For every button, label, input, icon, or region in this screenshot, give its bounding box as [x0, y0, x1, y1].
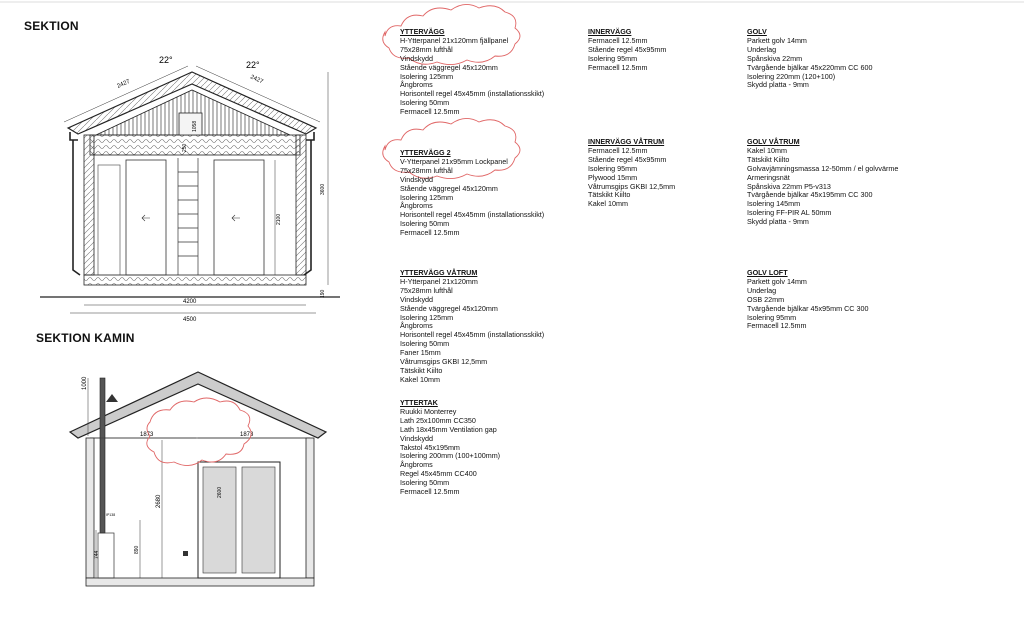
spec-line: Tvärgående bjälkar 45x220mm CC 600 — [747, 62, 873, 72]
spec-line: Stående regel 45x95mm — [588, 44, 667, 54]
spec-line: Tätskikt Kiilto — [400, 365, 443, 375]
door-leaf-right — [242, 467, 275, 573]
spec-golv — [747, 28, 872, 90]
spec-line: Isolering 95mm — [588, 53, 638, 63]
width-outer-label: 4500 — [183, 317, 197, 323]
spec-line: Isolering 125mm — [400, 312, 454, 322]
dim-744-label: 744 — [94, 550, 100, 559]
arrow-icon — [142, 215, 150, 221]
spec-heading: INNERVÄGG — [588, 27, 632, 36]
spec-golv-loft — [747, 269, 868, 331]
spec-golv-vatrum — [747, 138, 898, 227]
spec-line: Kakel 10mm — [588, 199, 628, 209]
spec-line: Ångbroms — [400, 460, 433, 470]
left-wall — [84, 135, 94, 275]
spec-line: Stående väggregel 45x120mm — [400, 303, 498, 313]
roof-outline — [70, 372, 326, 438]
spec-line: Horisontell regel 45x45mm (installationsskikt) — [400, 210, 545, 220]
spec-heading: GOLV VÅTRUM — [747, 137, 800, 146]
spec-innervagg-vatrum — [588, 138, 675, 209]
spec-line: Fermacell 12.5mm — [747, 321, 807, 331]
spec-line: H-Ytterpanel 21x120mm fjällpanel — [400, 35, 509, 45]
rafter-label-right: 2427 — [249, 74, 264, 86]
spec-line: Fermacell 12.5mm — [400, 487, 460, 497]
spec-line: Stående väggregel 45x120mm — [400, 183, 498, 193]
spec-line: Faner 15mm — [400, 348, 441, 358]
dim-190: 190 — [320, 289, 326, 298]
spec-line: Stående väggregel 45x120mm — [400, 62, 498, 72]
spec-line: Lath 18x45mm Ventilation gap — [400, 424, 497, 434]
spec-line: Isolering 50mm — [400, 98, 450, 108]
section-title: SEKTION — [24, 19, 79, 33]
spec-line: Isolering 145mm — [747, 199, 801, 209]
dim-3600: 3600 — [320, 183, 326, 195]
spec-line: Parkett golv 14mm — [747, 276, 807, 286]
spec-line: Lath 25x100mm CC350 — [400, 415, 476, 425]
shower-wall — [98, 165, 120, 275]
door-leaf-left — [203, 467, 236, 573]
spec-line: Tvärgående bjälkar 45x95mm CC 300 — [747, 303, 869, 313]
spec-line: Isolering 95mm — [747, 312, 797, 322]
floor — [86, 578, 314, 586]
span-left-label: 1873 — [140, 432, 154, 438]
rafter-label-left: 2427 — [116, 78, 132, 90]
spec-heading: YTTERVÄGG — [400, 27, 445, 36]
spec-line: Skydd platta - 9mm — [747, 80, 809, 90]
dim-250: 250 — [182, 143, 188, 152]
spec-line: Ruukki Monterrey — [400, 406, 457, 416]
right-wall — [306, 438, 314, 578]
spec-line: Tätskikt Kiilto — [588, 190, 631, 200]
chimney-pipe — [100, 378, 105, 533]
chimney-cap — [106, 394, 118, 402]
spec-yttervagg-vatrum — [400, 269, 544, 385]
spec-heading: GOLV LOFT — [747, 268, 788, 277]
spec-heading: YTTERTAK — [400, 398, 438, 407]
spec-line: V-Ytterpanel 21x95mm Lockpanel — [400, 156, 508, 166]
spec-yttervagg — [400, 28, 544, 117]
spec-line: Skydd platta - 9mm — [747, 217, 809, 227]
spec-line: Takstol 45x195mm — [400, 442, 460, 452]
small-label: IP138 — [106, 513, 116, 517]
vent-window — [179, 113, 202, 135]
spec-line: Ångbroms — [400, 321, 433, 331]
door-right — [214, 160, 264, 275]
spec-line: Våtrumsgips GKBI 12,5mm — [400, 357, 488, 367]
spec-line: Isolering 125mm — [400, 192, 454, 202]
spec-yttervagg2 — [400, 149, 544, 238]
spec-line: Isolering 220mm (120+100) — [747, 71, 836, 81]
spec-line: Armeringsnät — [747, 172, 790, 182]
spec-line: Vindskydd — [400, 53, 434, 63]
spec-line: Ångbroms — [400, 201, 433, 211]
door-2600-label: 2600 — [217, 486, 223, 498]
spec-line: Vindskydd — [400, 433, 434, 443]
spec-line: Stående regel 45x95mm — [588, 154, 667, 164]
spec-line: Regel 45x45mm CC400 — [400, 469, 477, 479]
spec-heading: INNERVÄGG VÅTRUM — [588, 137, 665, 146]
chimney-dim-label: 1000 — [82, 376, 88, 390]
width-inner-label: 4200 — [183, 299, 197, 305]
span-right-label: 1873 — [240, 432, 254, 438]
spec-heading: YTTERVÄGG 2 — [400, 148, 451, 157]
spec-line: 75x28mm lufthål — [400, 44, 453, 54]
right-wall — [296, 135, 306, 275]
loft-ladder — [178, 158, 198, 275]
spec-line: Horisontell regel 45x45mm (installationsskikt) — [400, 330, 545, 340]
arrow-icon — [232, 215, 240, 221]
left-downpipe — [70, 132, 80, 275]
roof-angle-right: 22° — [246, 60, 260, 70]
spec-line: Kakel 10mm — [747, 145, 787, 155]
spec-line: Plywood 15mm — [588, 172, 638, 182]
height-2680-label: 2680 — [156, 494, 162, 508]
spec-innervagg — [588, 28, 666, 73]
spec-line: Underlag — [747, 44, 777, 54]
floor — [84, 275, 306, 285]
left-wall — [86, 438, 94, 578]
spec-heading: GOLV — [747, 27, 767, 36]
spec-line: Tvärgående bjälkar 45x195mm CC 300 — [747, 190, 873, 200]
spec-line: Vindskydd — [400, 294, 434, 304]
spec-line: Fermacell 12.5mm — [588, 62, 648, 72]
spec-line: Fermacell 12.5mm — [400, 107, 460, 117]
spec-line: 75x28mm lufthål — [400, 165, 453, 175]
dim-2100: 2100 — [276, 213, 282, 225]
spec-line: Isolering 50mm — [400, 339, 450, 349]
spec-line: H-Ytterpanel 21x120mm — [400, 276, 478, 286]
spec-line: Isolering 95mm — [588, 163, 638, 173]
spec-line: Golvavjämningsmassa 12-50mm / el golvvärme — [747, 163, 899, 173]
spec-line: Fermacell 12.5mm — [588, 145, 648, 155]
door-left — [126, 160, 166, 275]
ceiling-band — [90, 135, 300, 155]
spec-line: Vindskydd — [400, 174, 434, 184]
spec-line: Spånskiva 22mm — [747, 53, 803, 63]
spec-line: Fermacell 12.5mm — [588, 35, 648, 45]
spec-line: Våtrumsgips GKBI 12,5mm — [588, 181, 676, 191]
spec-line: Spånskiva 22mm P5-v313 — [747, 181, 831, 191]
spec-line: Isolering 125mm — [400, 71, 454, 81]
cloud-kamin — [147, 398, 251, 466]
spec-line: Horisontell regel 45x45mm (installationsskikt) — [400, 89, 545, 99]
section-kamin-title: SEKTION KAMIN — [36, 331, 135, 345]
spec-line: Underlag — [747, 285, 777, 295]
spec-line: Parkett golv 14mm — [747, 35, 807, 45]
spec-line: Isolering 50mm — [400, 478, 450, 488]
section-drawing — [40, 55, 340, 323]
stove — [98, 533, 114, 578]
section-kamin-drawing — [70, 372, 326, 586]
spec-line: OSB 22mm — [747, 294, 785, 304]
spec-line: Ångbroms — [400, 80, 433, 90]
spec-line: Tätskikt Kiilto — [747, 154, 790, 164]
spec-line: Isolering FF-PIR AL 50mm — [747, 208, 832, 218]
vent-label: 1058 — [192, 120, 198, 132]
spec-yttertak — [400, 399, 500, 497]
spec-line: Isolering 200mm (100+100mm) — [400, 451, 501, 461]
spec-line: 75x28mm lufthål — [400, 285, 453, 295]
spec-line: Kakel 10mm — [400, 374, 440, 384]
dim-890-label: 890 — [134, 545, 140, 554]
spec-heading: YTTERVÄGG VÅTRUM — [400, 268, 478, 277]
roof-angle-left: 22° — [159, 55, 173, 65]
spec-line: Fermacell 12.5mm — [400, 228, 460, 238]
spec-line: Isolering 50mm — [400, 219, 450, 229]
outlet — [183, 551, 188, 556]
